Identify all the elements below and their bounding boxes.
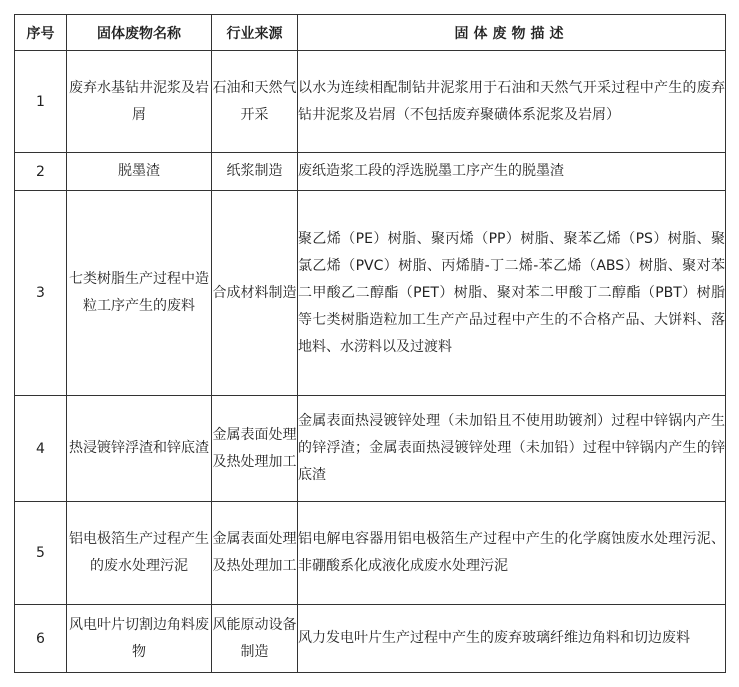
row-industry: 纸浆制造 [212,153,298,191]
table-row [15,153,726,191]
table-row [15,51,726,153]
table-header-row [15,15,726,51]
table-row [15,502,726,605]
row-no: 3 [15,191,67,396]
row-industry: 金属表面处理及热处理加工 [212,502,298,605]
header-no: 序号 [15,15,67,51]
row-description: 铝电解电容器用铝电极箔生产过程中产生的化学腐蚀废水处理污泥、非硼酸系化成液化成废水处理污泥 [298,502,726,605]
row-industry: 石油和天然气开采 [212,51,298,153]
row-no: 4 [15,396,67,502]
row-industry: 金属表面处理及热处理加工 [212,396,298,502]
table-row [15,605,726,673]
row-industry: 合成材料制造 [212,191,298,396]
row-name: 七类树脂生产过程中造粒工序产生的废料 [67,191,212,396]
row-name: 热浸镀锌浮渣和锌底渣 [67,396,212,502]
row-no: 5 [15,502,67,605]
row-name: 铝电极箔生产过程产生的废水处理污泥 [67,502,212,605]
row-no: 2 [15,153,67,191]
row-name: 废弃水基钻井泥浆及岩屑 [67,51,212,153]
row-no: 1 [15,51,67,153]
row-description: 金属表面热浸镀锌处理（未加铅且不使用助镀剂）过程中锌锅内产生的锌浮渣；金属表面热浸镀锌处理（未加铅）过程中锌锅内产生的锌底渣 [298,396,726,502]
header-description: 固体废物描述 [298,15,726,51]
row-description: 以水为连续相配制钻井泥浆用于石油和天然气开采过程中产生的废弃钻井泥浆及岩屑（不包括废弃聚磺体系泥浆及岩屑） [298,51,726,153]
header-name: 固体废物名称 [67,15,212,51]
row-name: 风电叶片切割边角料废物 [67,605,212,673]
row-description: 废纸造浆工段的浮选脱墨工序产生的脱墨渣 [298,153,726,191]
table-row [15,191,726,396]
header-industry: 行业来源 [212,15,298,51]
row-description: 聚乙烯（PE）树脂、聚丙烯（PP）树脂、聚苯乙烯（PS）树脂、聚氯乙烯（PVC）树脂、丙烯腈-丁二烯-苯乙烯（ABS）树脂、聚对苯二甲酸乙二醇酯（PET）树脂、聚对苯二甲酸丁二醇酯（PBT）树脂等七类树脂造粒加工生产产品过程中产生的不合格产品、大饼料、落地料、水涝料以及过渡料 [298,191,726,396]
row-industry: 风能原动设备制造 [212,605,298,673]
row-description: 风力发电叶片生产过程中产生的废弃玻璃纤维边角料和切边废料 [298,605,726,673]
row-name: 脱墨渣 [67,153,212,191]
solid-waste-table [14,14,726,673]
row-no: 6 [15,605,67,673]
table-row [15,396,726,502]
